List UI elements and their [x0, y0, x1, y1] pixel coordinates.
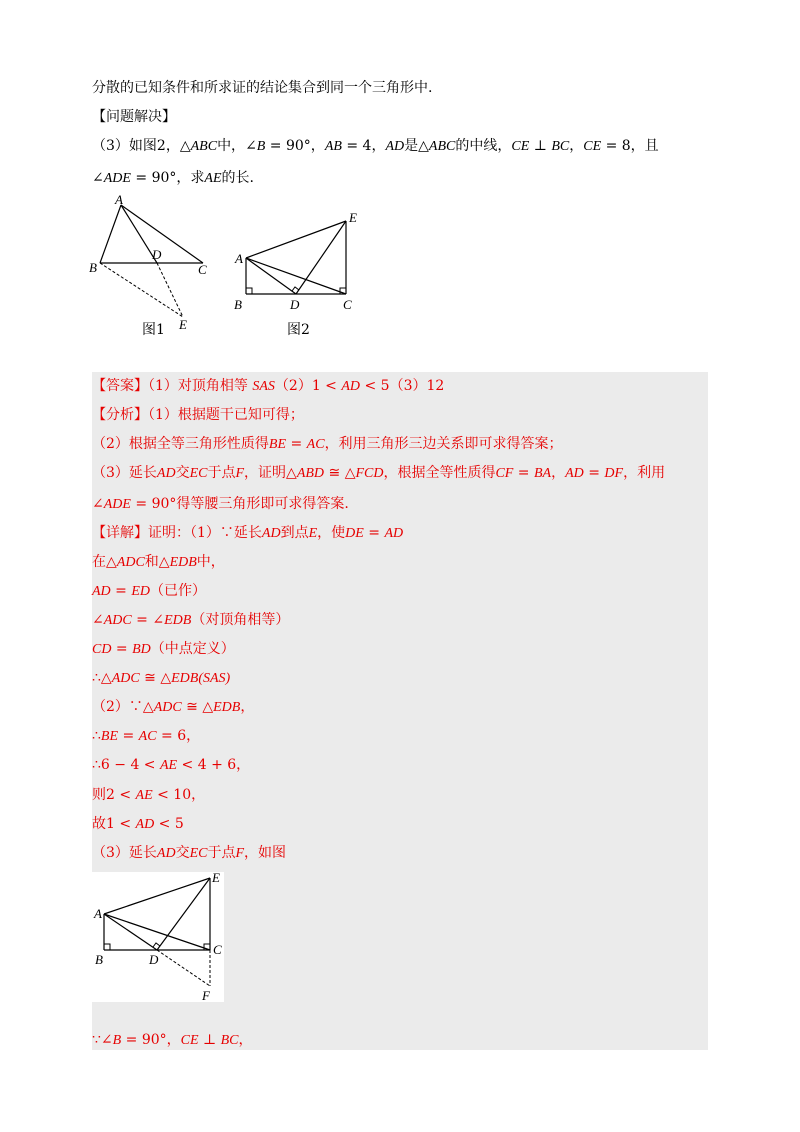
detail-line-5: CD = BD（中点定义）: [92, 641, 235, 657]
intro-line: 分散的已知条件和所求证的结论集合到同一个三角形中.: [92, 80, 433, 96]
fig1-caption: 图1: [142, 322, 165, 338]
detail-line-3: AD = ED（已作）: [92, 583, 206, 599]
fig1-label-e: E: [179, 317, 187, 332]
fig3-label-b: B: [95, 952, 103, 967]
detail-line-9: ∴6 − 4 < AE < 4 + 6，: [92, 757, 251, 773]
section-title-text: 【问题解决】: [92, 109, 176, 125]
fig2-label-e: E: [349, 210, 357, 225]
fig3-label-c: C: [213, 942, 222, 957]
answer-line: 【答案】（1）对顶角相等 SAS（2）1 < AD < 5（3）12: [92, 378, 445, 394]
analysis-line-4: ∠ADE = 90°得等腰三角形即可求得答案.: [92, 496, 349, 512]
figure-1: [85, 190, 225, 340]
detail-line-11: 故1 < AD < 5: [92, 816, 184, 832]
fig1-label-a: A: [115, 192, 123, 207]
fig2-label-c: C: [343, 297, 352, 312]
detail-line-8: ∴BE = AC = 6，: [92, 728, 201, 744]
figure-2: [228, 205, 368, 315]
figure-3: [92, 872, 224, 1002]
detail-line-10: 则2 < AE < 10，: [92, 787, 206, 803]
detail-line-1: 【详解】证明：（1）∵延长AD到点E，使DE = AD: [92, 525, 404, 541]
fig3-label-f: F: [202, 988, 210, 1002]
analysis-line-2: （2）根据全等三角形性质得BE = AC，利用三角形三边关系即可求得答案；: [92, 436, 563, 452]
detail-line-4: ∠ADC = ∠EDB（对顶角相等）: [92, 612, 290, 628]
detail-line-7: （2）∵△ADC ≅ △EDB，: [92, 699, 255, 715]
detail-line-13: ∵∠B = 90°，CE ⊥ BC，: [92, 1032, 253, 1048]
detail-line-2: 在△ADC和△EDB中，: [92, 554, 225, 570]
question-line-1: （3）如图2，△ABC中，∠B = 90°，AB = 4，AD是△ABC的中线，CE ⊥ BC，CE = 8，且: [92, 138, 659, 154]
fig2-label-d: D: [290, 297, 300, 312]
fig3-label-a: A: [94, 906, 102, 921]
fig3-label-e: E: [212, 872, 220, 885]
fig2-caption: 图2: [287, 322, 310, 338]
intro-text: [92, 78, 432, 98]
detail-line-12: （3）延长AD交EC于点F，如图: [92, 845, 287, 861]
detail-line-6: ∴△ADC ≅ △EDB(SAS): [92, 670, 231, 686]
fig1-label-d: D: [152, 247, 162, 262]
fig1-label-b: B: [89, 260, 97, 275]
analysis-line-3: （3）延长AD交EC于点F，证明△ABD ≅ △FCD，根据全等性质得CF = BA，AD = DF，利用: [92, 465, 666, 481]
fig1-label-c: C: [198, 262, 207, 277]
analysis-line-1: 【分析】（1）根据题干已知可得；: [92, 407, 304, 423]
fig3-label-d: D: [149, 952, 159, 967]
section-title: [92, 107, 176, 127]
fig2-label-b: B: [234, 297, 242, 312]
question-line-2: ∠ADE = 90°，求AE的长.: [92, 170, 254, 186]
fig2-label-a: A: [235, 251, 243, 266]
